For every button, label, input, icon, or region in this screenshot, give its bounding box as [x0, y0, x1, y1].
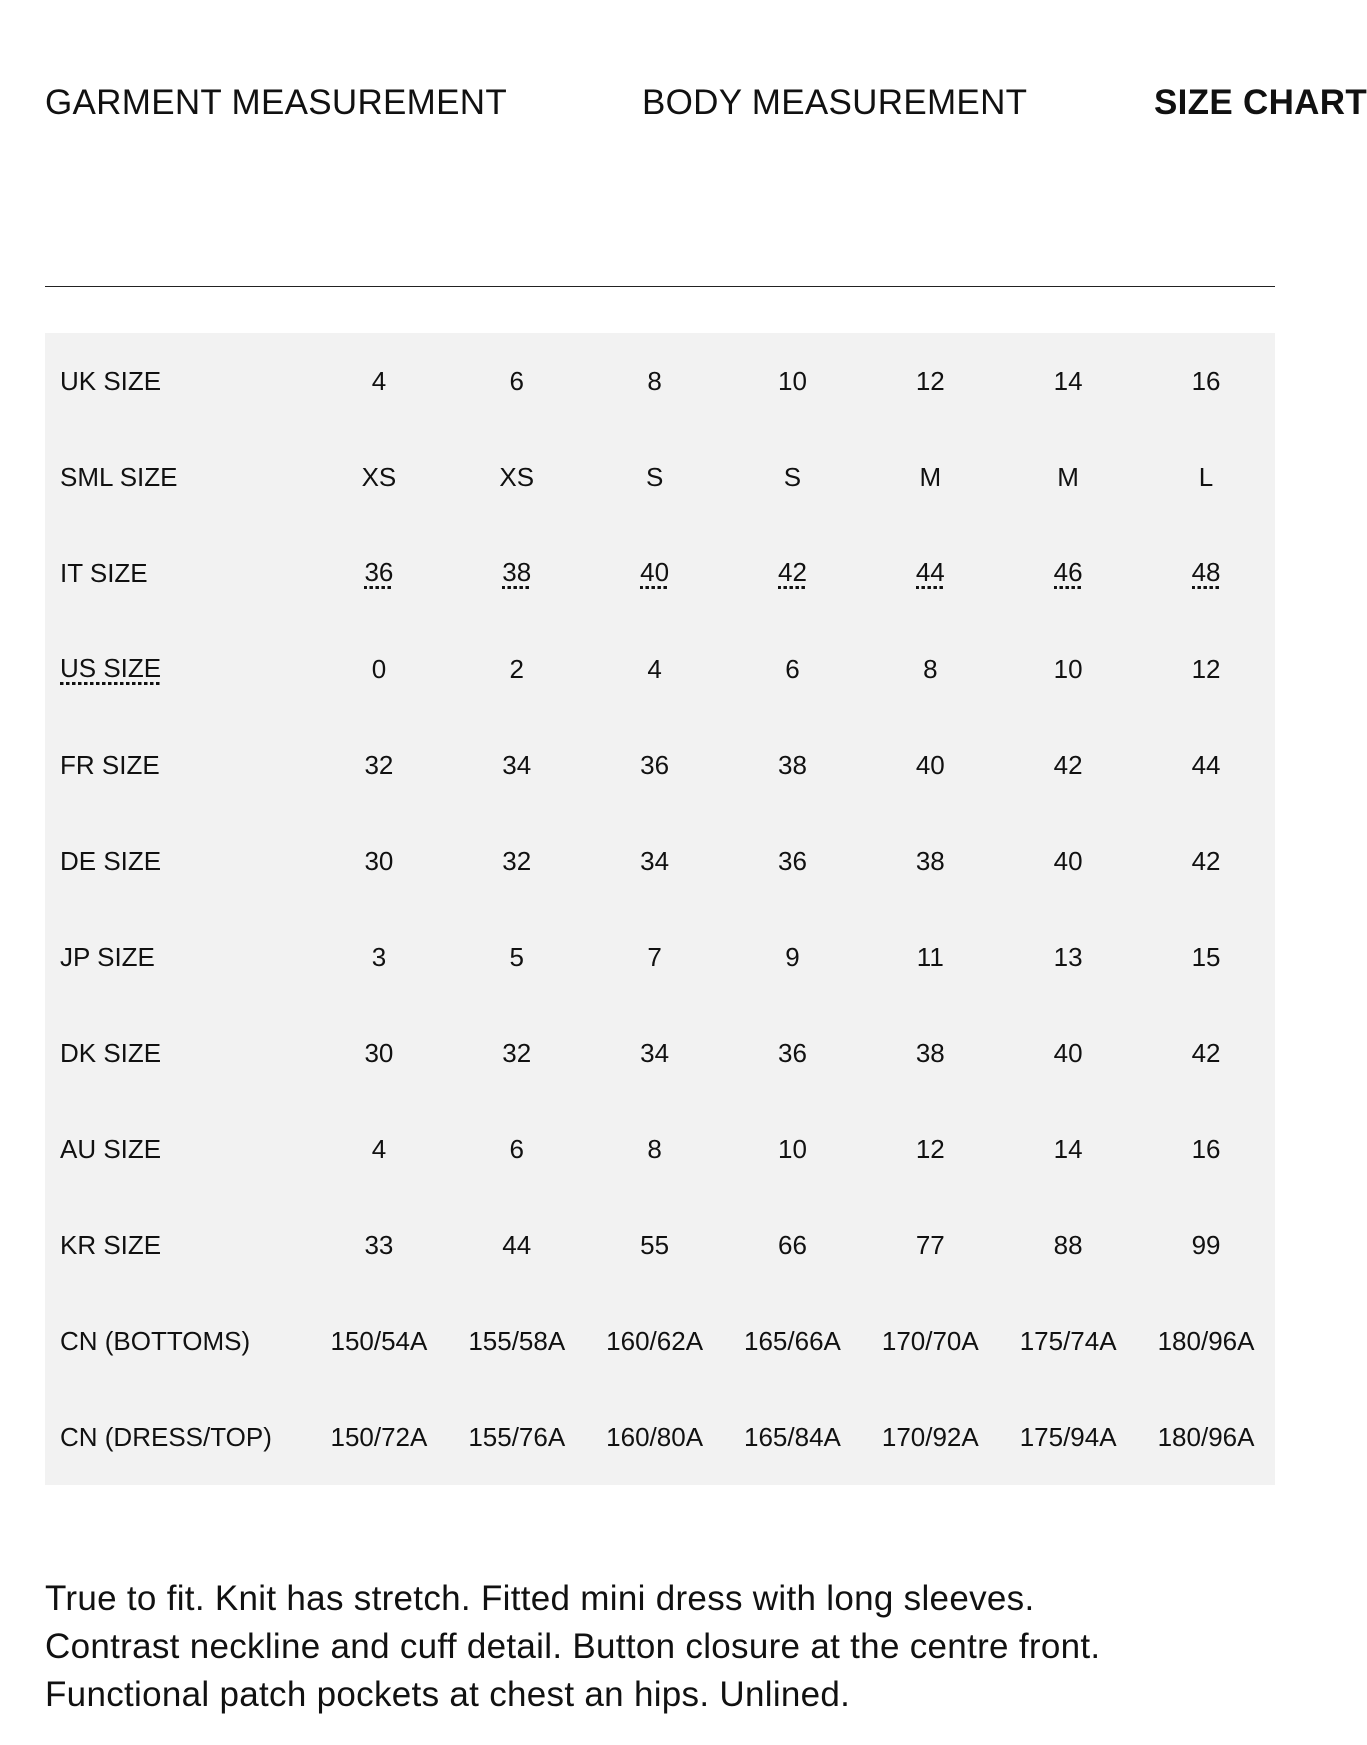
table-cell	[724, 909, 862, 1005]
size-value: 0	[371, 653, 387, 684]
table-cell	[586, 909, 724, 1005]
table-cell	[586, 333, 724, 429]
size-value: 16	[1191, 365, 1221, 396]
table-cell	[724, 429, 862, 525]
size-value: 6	[785, 653, 800, 684]
size-value: S	[645, 461, 664, 492]
table-row	[45, 525, 1275, 621]
size-value: 99	[1191, 1229, 1221, 1260]
table-cell	[1137, 333, 1275, 429]
size-value[interactable]: 48	[1191, 557, 1221, 587]
row-label-text: DE SIZE	[60, 845, 162, 876]
table-cell	[448, 525, 586, 621]
size-value: 7	[647, 941, 662, 972]
size-value: M	[1057, 461, 1079, 492]
table-cell	[310, 333, 448, 429]
size-table	[45, 333, 1275, 1485]
size-conversion-table	[45, 333, 1275, 1485]
size-value: 38	[915, 845, 945, 876]
size-value: 32	[502, 1037, 532, 1068]
row-label-text: CN (DRESS/TOP)	[60, 1421, 272, 1452]
size-value: 10	[1053, 653, 1083, 684]
table-row	[45, 1293, 1275, 1389]
table-cell	[586, 1293, 724, 1389]
table-cell	[586, 1389, 724, 1485]
size-value: 40	[1053, 1037, 1083, 1068]
size-value[interactable]: 38	[502, 557, 532, 587]
table-cell	[1137, 717, 1275, 813]
tab-body-measurement[interactable]: BODY MEASUREMENT	[642, 83, 1028, 122]
table-cell	[310, 525, 448, 621]
size-value: 10	[777, 1133, 807, 1164]
size-value: 42	[1053, 749, 1083, 780]
table-cell	[724, 1389, 862, 1485]
size-value: 34	[502, 749, 532, 780]
table-cell	[724, 1101, 862, 1197]
table-cell	[448, 1005, 586, 1101]
table-row	[45, 813, 1275, 909]
size-value: 180/96A	[1157, 1421, 1255, 1452]
size-value: 36	[777, 1037, 807, 1068]
table-row	[45, 333, 1275, 429]
size-value: 38	[915, 1037, 945, 1068]
table-cell	[861, 333, 999, 429]
size-value: 40	[915, 749, 945, 780]
table-cell	[1137, 621, 1275, 717]
size-value: 12	[915, 1133, 945, 1164]
size-value: 160/62A	[606, 1325, 704, 1356]
table-cell	[999, 525, 1137, 621]
table-cell	[586, 1197, 724, 1293]
table-cell	[1137, 1389, 1275, 1485]
table-cell	[310, 1101, 448, 1197]
table-cell	[310, 621, 448, 717]
size-value: 32	[502, 845, 532, 876]
table-cell	[999, 1101, 1137, 1197]
tab-garment-measurement[interactable]: GARMENT MEASUREMENT	[45, 83, 508, 122]
size-value: 88	[1053, 1229, 1083, 1260]
table-cell	[724, 525, 862, 621]
table-cell	[448, 333, 586, 429]
size-value: 14	[1053, 1133, 1083, 1164]
table-cell	[448, 1389, 586, 1485]
size-value: 13	[1053, 941, 1083, 972]
table-cell	[310, 1005, 448, 1101]
size-value: 12	[1191, 653, 1221, 684]
size-value: 160/80A	[606, 1421, 704, 1452]
table-cell	[448, 1101, 586, 1197]
size-value[interactable]: 40	[640, 557, 670, 587]
size-value: 11	[916, 941, 944, 972]
size-value: 155/76A	[468, 1421, 566, 1452]
size-value: 36	[640, 749, 670, 780]
table-cell	[999, 813, 1137, 909]
row-label	[45, 717, 310, 813]
size-value[interactable]: 44	[915, 557, 945, 587]
size-value: 8	[923, 653, 938, 684]
table-cell	[999, 1389, 1137, 1485]
tabs-divider	[45, 286, 1275, 287]
row-label-text: IT SIZE	[60, 557, 148, 588]
product-fit-description: True to fit. Knit has stretch. Fitted mini dress with long sleeves. Contrast neckline and cuff detail. Button closure at the centre front. Functional patch pockets at chest an hips. Unlined.	[45, 1579, 1101, 1714]
size-value: 77	[915, 1229, 945, 1260]
size-value: 150/72A	[330, 1421, 428, 1452]
table-cell	[448, 813, 586, 909]
table-cell	[1137, 1293, 1275, 1389]
table-cell	[310, 1293, 448, 1389]
table-cell	[310, 813, 448, 909]
size-value: 170/70A	[881, 1325, 979, 1356]
table-cell	[1137, 525, 1275, 621]
table-cell	[1137, 1197, 1275, 1293]
size-value: XS	[361, 461, 397, 492]
table-cell	[724, 1005, 862, 1101]
row-label-text: JP SIZE	[60, 941, 155, 972]
size-value: 6	[509, 1133, 524, 1164]
table-cell	[448, 621, 586, 717]
size-value: S	[783, 461, 802, 492]
table-cell	[1137, 1101, 1275, 1197]
table-cell	[861, 429, 999, 525]
size-value: 15	[1191, 941, 1221, 972]
size-value: 33	[364, 1229, 394, 1260]
table-row	[45, 621, 1275, 717]
table-row	[45, 1101, 1275, 1197]
size-value[interactable]: 42	[777, 557, 807, 587]
size-value: 16	[1191, 1133, 1221, 1164]
table-cell	[999, 909, 1137, 1005]
row-label	[45, 525, 310, 621]
size-value: 4	[371, 365, 387, 396]
table-cell	[310, 1389, 448, 1485]
size-value: 30	[364, 1037, 394, 1068]
table-cell	[448, 717, 586, 813]
tab-size-chart[interactable]: SIZE CHART	[1154, 83, 1367, 122]
table-cell	[586, 621, 724, 717]
table-cell	[861, 1293, 999, 1389]
row-label-text: CN (BOTTOMS)	[60, 1325, 251, 1356]
size-value: 180/96A	[1157, 1325, 1255, 1356]
size-value: 44	[1191, 749, 1221, 780]
table-cell	[724, 717, 862, 813]
table-cell	[586, 813, 724, 909]
table-cell	[999, 429, 1137, 525]
size-value: 3	[371, 941, 387, 972]
size-value: M	[919, 461, 942, 492]
table-cell	[586, 1101, 724, 1197]
table-cell	[448, 1197, 586, 1293]
size-value: 6	[509, 365, 524, 396]
table-cell	[999, 1197, 1137, 1293]
table-cell	[861, 621, 999, 717]
table-cell	[724, 1197, 862, 1293]
size-value: 66	[777, 1229, 807, 1260]
size-value: 44	[502, 1229, 532, 1260]
row-label	[45, 813, 310, 909]
row-label	[45, 1293, 310, 1389]
size-value: 8	[647, 1133, 662, 1164]
table-cell	[999, 333, 1137, 429]
size-value: 38	[777, 749, 807, 780]
table-cell	[724, 333, 862, 429]
table-cell	[861, 525, 999, 621]
size-value: 40	[1053, 845, 1083, 876]
table-row	[45, 717, 1275, 813]
row-label-text: FR SIZE	[60, 749, 160, 780]
size-value[interactable]: 36	[364, 557, 394, 587]
table-cell	[310, 429, 448, 525]
table-row	[45, 1005, 1275, 1101]
table-row	[45, 1389, 1275, 1485]
table-cell	[861, 1101, 999, 1197]
table-cell	[1137, 813, 1275, 909]
table-cell	[861, 909, 999, 1005]
row-label-text: AU SIZE	[60, 1133, 162, 1164]
table-cell	[586, 1005, 724, 1101]
size-value: 42	[1191, 845, 1221, 876]
table-cell	[310, 909, 448, 1005]
row-label	[45, 1389, 310, 1485]
row-label-text: UK SIZE	[60, 365, 162, 396]
table-cell	[861, 1389, 999, 1485]
table-cell	[861, 813, 999, 909]
table-row	[45, 1197, 1275, 1293]
size-value: 55	[640, 1229, 670, 1260]
table-cell	[586, 429, 724, 525]
size-value: 9	[785, 941, 800, 972]
table-cell	[724, 1293, 862, 1389]
row-label-text: KR SIZE	[60, 1229, 162, 1260]
size-guide-tabs	[45, 78, 1367, 128]
size-value: 34	[640, 1037, 670, 1068]
size-value: XS	[499, 461, 535, 492]
size-value: 2	[509, 653, 524, 684]
size-value: 34	[640, 845, 670, 876]
row-label	[45, 909, 310, 1005]
table-cell	[448, 1293, 586, 1389]
row-label	[45, 1101, 310, 1197]
table-cell	[861, 717, 999, 813]
table-cell	[999, 621, 1137, 717]
table-cell	[448, 909, 586, 1005]
size-value: 165/84A	[744, 1421, 841, 1452]
table-cell	[724, 813, 862, 909]
table-cell	[586, 525, 724, 621]
row-label-text[interactable]: US SIZE	[60, 653, 162, 683]
size-value: 12	[915, 365, 945, 396]
size-value: 14	[1053, 365, 1083, 396]
size-value: L	[1198, 461, 1214, 492]
row-label-text: DK SIZE	[60, 1037, 162, 1068]
size-value: 4	[647, 653, 662, 684]
size-value[interactable]: 46	[1053, 557, 1083, 587]
size-value: 165/66A	[744, 1325, 841, 1356]
size-value: 30	[364, 845, 394, 876]
table-cell	[1137, 909, 1275, 1005]
table-cell	[586, 717, 724, 813]
size-value: 8	[647, 365, 662, 396]
table-cell	[999, 717, 1137, 813]
table-row	[45, 909, 1275, 1005]
table-cell	[1137, 1005, 1275, 1101]
size-value: 170/92A	[881, 1421, 979, 1452]
table-cell	[448, 429, 586, 525]
table-cell	[310, 717, 448, 813]
table-cell	[999, 1005, 1137, 1101]
table-cell	[999, 1293, 1137, 1389]
table-cell	[861, 1005, 999, 1101]
table-cell	[310, 1197, 448, 1293]
table-cell	[1137, 429, 1275, 525]
size-value: 42	[1191, 1037, 1221, 1068]
table-cell	[724, 621, 862, 717]
size-value: 175/94A	[1019, 1421, 1117, 1452]
size-value: 36	[777, 845, 807, 876]
table-row	[45, 429, 1275, 525]
row-label	[45, 333, 310, 429]
table-cell	[861, 1197, 999, 1293]
size-value: 10	[777, 365, 807, 396]
size-value: 150/54A	[330, 1325, 428, 1356]
size-value: 155/58A	[468, 1325, 566, 1356]
row-label	[45, 621, 310, 717]
row-label-text: SML SIZE	[60, 461, 178, 492]
size-value: 5	[509, 941, 524, 972]
size-value: 175/74A	[1019, 1325, 1117, 1356]
row-label	[45, 1005, 310, 1101]
size-value: 32	[364, 749, 394, 780]
size-value: 4	[371, 1133, 387, 1164]
row-label	[45, 1197, 310, 1293]
row-label	[45, 429, 310, 525]
